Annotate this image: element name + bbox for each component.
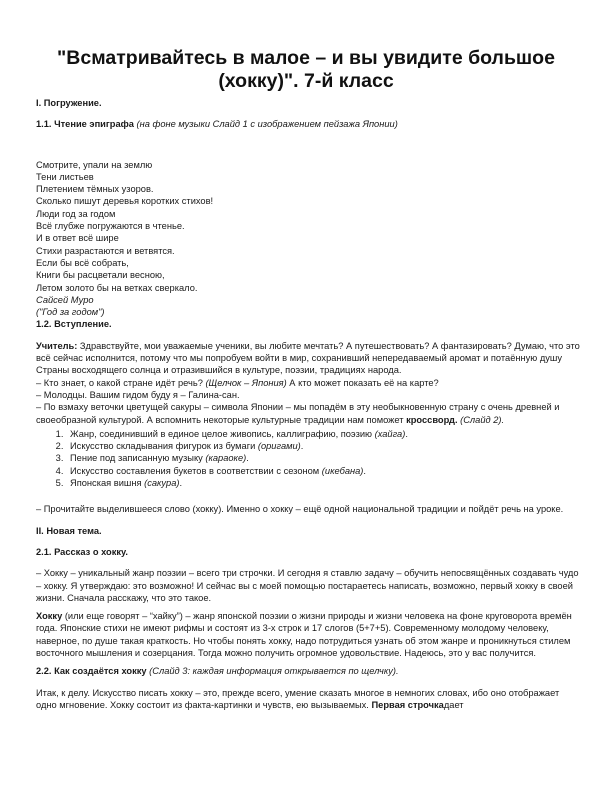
how-paragraph <box>36 687 581 712</box>
list-item-answer: (сакура) <box>144 478 180 489</box>
poem-source: ("Год за годом") <box>36 307 105 318</box>
sakura-paragraph <box>36 401 581 426</box>
list-item-text: Японская вишня <box>70 478 145 489</box>
list-item-text: Искусство складывания фигурок из бумаги <box>70 441 258 452</box>
page-title: "Всматривайтесь в малое – и вы увидите большое (хокку)". 7-й класс <box>57 47 555 92</box>
how-paragraph-text: Итак, к делу. Искусство писать хокку – это, прежде всего, умение сказать многое в немногих словах, ибо оно отображает одно мгновение. Хокку состоит из факта-картинки и чувств, ею вызываемых. <box>36 687 560 710</box>
list-item-end: . <box>405 428 408 439</box>
teacher-label: Учитель: <box>36 340 78 351</box>
list-item-answer: (икебана) <box>321 465 364 476</box>
poem-line: И в ответ всё шире <box>36 233 119 244</box>
how-paragraph-end: дает <box>443 699 464 710</box>
how-heading-label: 2.2. Как создаётся хокку <box>36 666 147 677</box>
click-japan-note: (Щелчок – Япония) <box>205 377 287 388</box>
hokku-intro-paragraph: – Хокку – уникальный жанр поэзии – всего три строчки. И сегодня я ставлю задачу – обучить непосвящённых создавать чудо – хокку. Я утверждаю: это возможно! И сейчас вы с моей помощью постараетесь написать, возможно, первый хокку в своей жизни. Сначала расскажу, что это такое. <box>36 568 579 603</box>
epigraph-music-note: (на фоне музыки Слайд 1 с изображением пейзажа Японии) <box>133 119 398 130</box>
poem-author: Сайсей Муро <box>36 294 94 305</box>
section-heading-intro: 1.2. Вступление. <box>36 319 112 330</box>
epigraph-heading <box>36 118 581 130</box>
question-country-text: – Кто знает, о какой стране идёт речь? <box>36 377 206 388</box>
poem-line: Если бы всё собрать, <box>36 257 129 268</box>
poem-line: Люди год за годом <box>36 208 116 219</box>
list-item <box>66 465 581 477</box>
hokku-definition-text: (или еще говорят – “хайку”) – жанр японской поэзии о жизни природы и жизни человека на фоне круговорота времён года. Японские стихи не имеют рифмы и состоят из 3-х строк и 17 слогов (5+7+5). Современному молодому человеку, наверное, по душе такая краткость. Но чтобы понять хокку, надо потрудиться узнать об этом жанре и проникнуться стилем восточного мышления и созерцания. Тогда можно получить огромное удовольствие. Надеюсь, это у вас получится. <box>36 611 572 658</box>
poem-line: Всё глубже погружаются в чтенье. <box>36 221 185 232</box>
teacher-paragraph <box>36 340 581 377</box>
list-item-end: . <box>179 478 183 489</box>
list-item-answer: (хайга) <box>374 428 406 439</box>
poem-line: Стихи разрастаются и ветвятся. <box>36 245 175 256</box>
poem-line: Плетением тёмных узоров. <box>36 184 154 195</box>
list-item-text: Пение под записанную музыку <box>70 453 206 464</box>
list-item-text: Жанр, соединивший в единое целое живопись, каллиграфию, поэзию <box>70 428 375 439</box>
list-item <box>66 477 581 489</box>
question-map-text: А кто может показать её на карте? <box>286 377 439 388</box>
guide-line: – Молодцы. Вашим гидом буду я – Галина-сан. <box>36 389 240 400</box>
list-item <box>66 440 581 452</box>
document-body <box>36 97 581 711</box>
crossword-word: кроссворд. <box>406 414 458 425</box>
list-item-answer: (оригами) <box>257 441 301 452</box>
question-country <box>36 377 581 389</box>
first-line-term: Первая строчка <box>371 699 444 710</box>
section-heading-story: 2.1. Рассказ о хокку. <box>36 546 128 557</box>
slide-2-note: (Слайд 2). <box>457 414 505 425</box>
list-item <box>66 428 581 440</box>
hokku-term: Хокку <box>36 611 63 622</box>
poem-line: Летом золото бы на ветках сверкало. <box>36 282 198 293</box>
poem-line: Тени листьев <box>36 171 94 182</box>
list-item <box>66 452 581 464</box>
epigraph-heading-label: 1.1. Чтение эпиграфа <box>36 119 134 130</box>
crossword-list <box>36 428 581 489</box>
list-item-answer: (караоке) <box>205 453 247 464</box>
hokku-definition-paragraph <box>36 610 581 659</box>
slide-3-note: (Слайд 3: каждая информация открывается по щелчку). <box>146 666 399 677</box>
after-list-paragraph: – Прочитайте выделившееся слово (хокку). Именно о хокку – ещё одной национальной традиции и пойдёт речь на уроке. <box>36 504 564 515</box>
poem <box>36 159 581 319</box>
section-heading-immersion: I. Погружение. <box>36 98 102 108</box>
list-item-end: . <box>363 465 366 476</box>
poem-line: Сколько пишут деревья коротких стихов! <box>36 196 214 207</box>
list-item-text: Искусство составления букетов в соответствии с сезоном <box>70 465 322 476</box>
section-heading-new-topic: II. Новая тема. <box>36 525 102 536</box>
poem-line: Смотрите, упали на землю <box>36 159 153 170</box>
sakura-text: – По взмаху веточки цветущей сакуры – символа Японии – мы попадём в эту необыкновенную страну с очень древней и своеобразной культурой. А вспомнить некоторые культурные традиции нам поможет <box>36 402 560 425</box>
list-item-end: . <box>246 453 249 464</box>
teacher-text: Здравствуйте, мои уважаемые ученики, вы любите мечтать? А путешествовать? А фантазировать? Думаю, что это всё сейчас исполнится, потому что мы попробуем войти в мир, сохранивший непередаваемый аромат и потаённую душу Страны восходящего солнца и отразившийся в культуре, поэзии, традициях народа. <box>36 340 580 376</box>
poem-line: Книги бы расцветали весною, <box>36 270 165 281</box>
section-heading-how <box>36 665 581 677</box>
list-item-end: . <box>300 441 304 452</box>
